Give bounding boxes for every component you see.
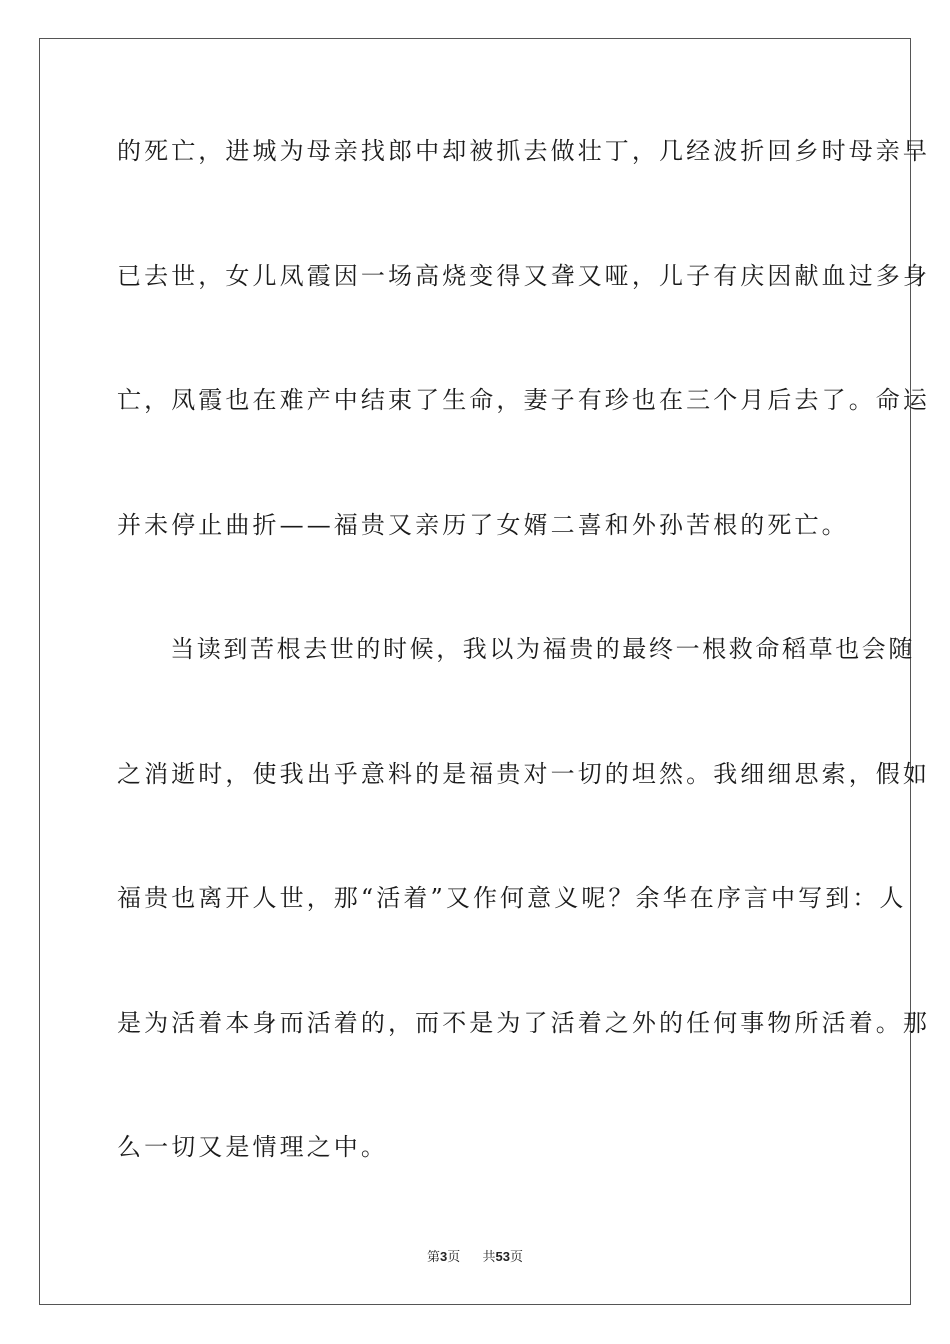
body-text-line: 已去世，女儿凤霞因一场高烧变得又聋又哑，儿子有庆因献血过多身 [117,262,930,290]
body-text-line: 福贵也离开人世，那“活着”又作何意义呢？余华在序言中写到：人 [117,884,907,912]
body-text-line: 之消逝时，使我出乎意料的是福贵对一切的坦然。我细细思索，假如 [117,760,930,788]
body-text-line: 是为活着本身而活着的，而不是为了活着之外的任何事物所活着。那 [117,1009,930,1037]
page-suffix: 页 [447,1250,461,1265]
body-text-line: 亡，凤霞也在难产中结束了生命，妻子有珍也在三个月后去了。命运 [117,386,930,414]
page-number-label [427,1250,464,1265]
page-prefix: 第 [426,1250,440,1265]
total-page-count: 53 [495,1249,510,1264]
page-footer [0,1248,950,1267]
body-text-line: 么一切又是情理之中。 [117,1133,388,1161]
body-text-line: 的死亡，进城为母亲找郎中却被抓去做壮丁，几经波折回乡时母亲早 [117,137,930,165]
body-text-line: 当读到苦根去世的时候，我以为福贵的最终一根救命稻草也会随 [117,635,915,663]
total-pages-label [483,1250,524,1265]
body-text-line: 并未停止曲折——福贵又亲历了女婿二喜和外孙苦根的死亡。 [117,511,849,539]
total-suffix: 页 [510,1250,524,1265]
page-border [39,38,930,1305]
total-prefix: 共 [482,1250,496,1265]
current-page-number: 3 [439,1249,448,1264]
